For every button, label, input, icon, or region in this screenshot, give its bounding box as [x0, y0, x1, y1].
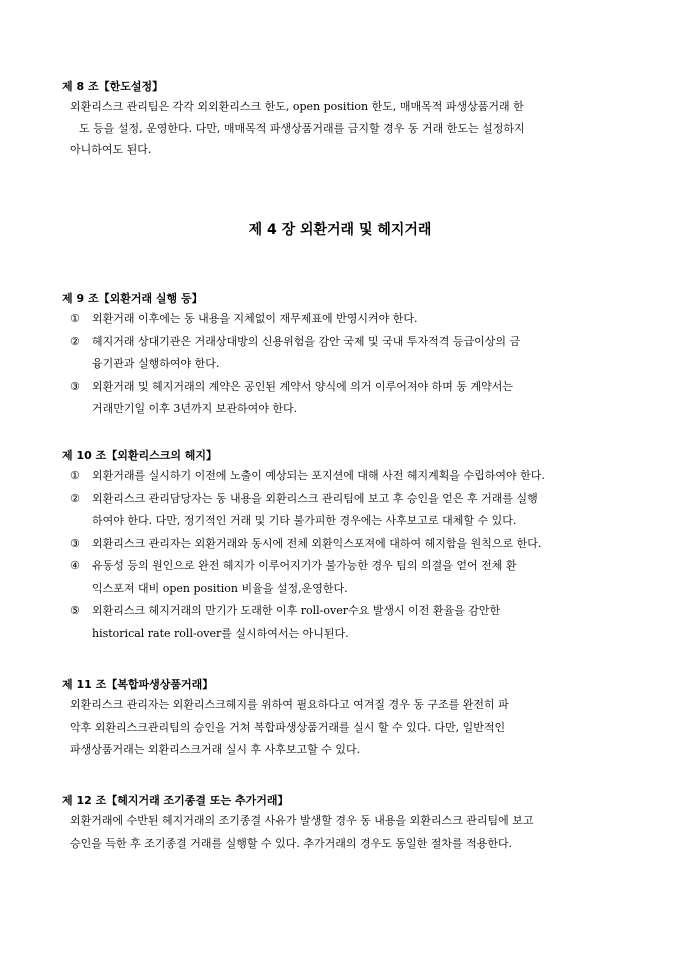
- article-9-item-2: [62, 331, 632, 376]
- article-11-line-2: 악후 외환리스크관리팀의 승인을 거쳐 복합파생상품거래를 실시 할 수 있다. 다만, 일반적인: [70, 720, 506, 734]
- article-11-body: [62, 694, 632, 762]
- article-8-line-3: 아니하여도 된다.: [70, 143, 152, 156]
- article-8-body: [62, 96, 632, 161]
- article-9: [62, 290, 632, 421]
- item-number: ①: [70, 312, 80, 325]
- item-line: 외환거래 이후에는 동 내용을 지체없이 재무제표에 반영시켜야 한다.: [92, 312, 418, 325]
- article-12-title: 제 12 조【헤지거래 조기종결 또는 추가거래】: [62, 794, 289, 807]
- article-11-title: 제 11 조【복합파생상품거래】: [62, 678, 214, 691]
- item-line: 외환리스크 관리자는 외환거래와 동시에 전체 외환익스포져에 대하여 헤지함을 원칙으로 한다.: [92, 536, 542, 550]
- item-line: 유동성 등의 원인으로 완전 헤지가 이루어지기가 불가능한 경우 팀의 의결을 얻어 전체 환: [92, 559, 517, 572]
- article-10-title: 제 10 조【외환리스크의 헤지】: [62, 449, 218, 462]
- chapter-title: 제 4 장 외환거래 및 헤지거래: [248, 222, 432, 238]
- article-12: [62, 792, 632, 855]
- article-8-line-2: 도 등을 설정, 운영한다. 다만, 매매목적 파생상품거래를 금지할 경우 동 거래 한도는 설정하지: [79, 121, 525, 135]
- article-12-line-1: 외환거래에 수반된 헤지거래의 조기종결 사유가 발생할 경우 동 내용을 외환리스크 관리팀에 보고: [70, 814, 534, 827]
- article-9-item-3: [62, 376, 632, 421]
- item-number: ⑤: [70, 604, 80, 617]
- item-number: ③: [70, 379, 80, 393]
- item-number: ①: [70, 469, 80, 482]
- article-8-line-1: 외환리스크 관리팀은 각각 외외환리스크 한도, open position 한도, 매매목적 파생상품거래 한: [70, 100, 524, 113]
- item-line: 익스포져 대비 open position 비율을 설정,운영한다.: [92, 581, 348, 595]
- item-number: ④: [70, 559, 80, 572]
- article-10: [62, 447, 632, 645]
- item-line: 거래만기일 이후 3년까지 보관하여야 한다.: [92, 402, 298, 415]
- article-8: [62, 78, 632, 161]
- article-9-title: 제 9 조【외환거래 실행 등】: [62, 292, 203, 305]
- item-line: 외환리스크 관리담당자는 동 내용을 외환리스크 관리팀에 보고 후 승인을 얻은 후 거래를 실행: [92, 491, 538, 505]
- article-10-item-5: [62, 600, 632, 645]
- item-line: 외환리스크 헤지거래의 만기가 도래한 이후 roll-over수요 발생시 이전 환율을 감안한: [92, 604, 501, 617]
- article-12-body: [62, 810, 632, 855]
- article-11: [62, 676, 632, 762]
- item-line: historical rate roll-over를 실시하여서는 아니된다.: [92, 626, 349, 640]
- article-11-line-1: 외환리스크 관리자는 외환리스크헤지를 위하여 필요하다고 여겨질 경우 동 구조를 완전히 파: [70, 698, 509, 711]
- article-12-line-2: 승인을 득한 후 조기종결 거래를 실행할 수 있다. 추가거래의 경우도 동일한 절차를 적용한다.: [70, 836, 513, 850]
- article-10-item-3: [62, 533, 632, 556]
- item-line: 융기관과 실행하여야 한다.: [92, 357, 220, 370]
- item-number: ②: [70, 491, 80, 505]
- item-line: 외환거래 및 헤지거래의 계약은 공인된 계약서 양식에 의거 이루어져야 하며 동 계약서는: [92, 379, 513, 393]
- article-8-title: 제 8 조【한도설정】: [62, 80, 164, 93]
- item-line: 하여야 한다. 다만, 정기적인 거래 및 기타 불가피한 경우에는 사후보고로 대체할 수 있다.: [92, 514, 517, 527]
- item-number: ②: [70, 334, 80, 348]
- item-line: 외환거래를 실시하기 이전에 노출이 예상되는 포지션에 대해 사전 헤지계획을 수립하여야 한다.: [92, 469, 545, 482]
- article-9-item-1: [62, 308, 632, 331]
- item-number: ③: [70, 536, 80, 550]
- item-line: 헤지거래 상대기관은 거래상대방의 신용위험을 감안 국제 및 국내 투자적격 등급이상의 금: [92, 334, 521, 348]
- article-10-item-4: [62, 555, 632, 600]
- article-11-line-3: 파생상품거래는 외환리스크거래 실시 후 사후보고할 수 있다.: [70, 743, 361, 756]
- article-10-item-1: [62, 465, 632, 488]
- article-10-item-2: [62, 488, 632, 533]
